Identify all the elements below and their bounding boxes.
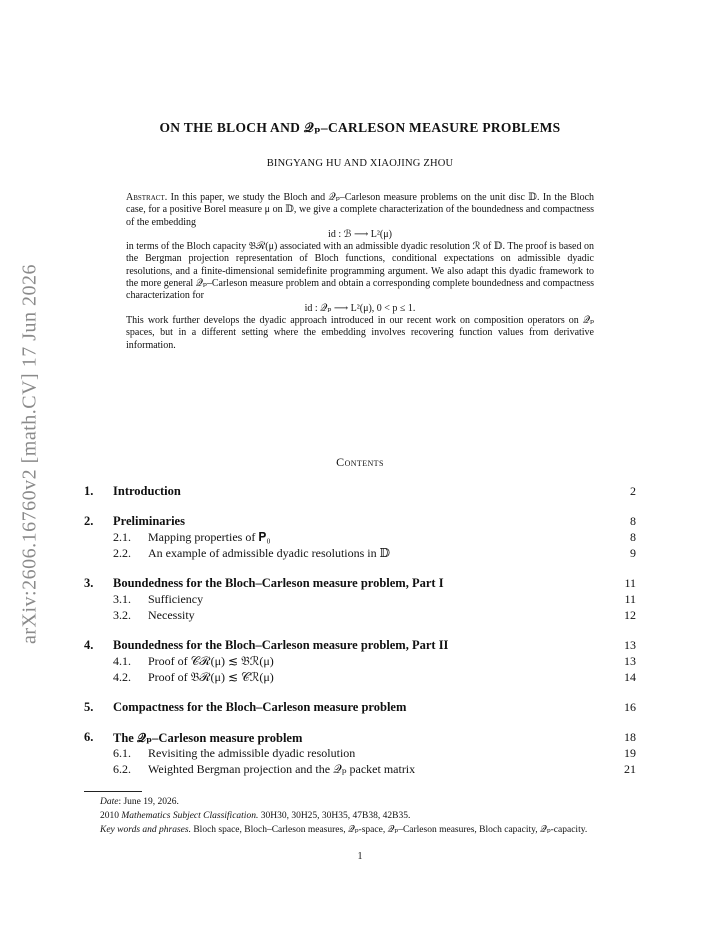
toc-subsection-6-2[interactable] bbox=[84, 762, 636, 778]
toc-section-boundedness-part-2[interactable] bbox=[84, 638, 636, 654]
toc-subsection-title: Sufficiency bbox=[148, 592, 204, 606]
abstract-paragraph-1 bbox=[126, 192, 594, 229]
toc-section-title: Preliminaries bbox=[113, 514, 185, 528]
table-of-contents bbox=[84, 484, 636, 778]
toc-subsection-page: 8 bbox=[630, 530, 636, 544]
footnote-date-value: : June 19, 2026. bbox=[118, 797, 179, 807]
footnote-keywords-value: Bloch space, Bloch–Carleson measures, 𝒬ₚ-space, 𝒬ₚ–Carleson measures, Bloch capacity, 𝒬ₚ-capacity. bbox=[193, 825, 588, 835]
footnote-date-label: Date bbox=[100, 797, 119, 807]
toc-section-number: 2. bbox=[84, 514, 94, 528]
paper-title: ON THE BLOCH AND 𝒬ₚ–CARLESON MEASURE PROBLEMS bbox=[159, 120, 561, 135]
toc-subsection-number: 2.2. bbox=[113, 546, 131, 560]
toc-section-page: 18 bbox=[624, 730, 636, 744]
toc-section-number: 6. bbox=[84, 730, 94, 744]
toc-subsection-6-1[interactable] bbox=[84, 746, 636, 762]
abstract-equation-1: id : ℬ ⟶ L²(μ) bbox=[328, 228, 392, 240]
toc-subsection-4-1[interactable] bbox=[84, 654, 636, 670]
toc-subsection-2-1[interactable] bbox=[84, 530, 636, 546]
footnote-msc-prefix: 2010 bbox=[100, 811, 122, 821]
toc-subsection-number: 4.1. bbox=[113, 654, 131, 668]
toc-section-title: Compactness for the Bloch–Carleson measure problem bbox=[113, 700, 407, 714]
footnote-msc bbox=[84, 809, 636, 823]
toc-section-page: 8 bbox=[630, 514, 636, 528]
toc-section-number: 5. bbox=[84, 700, 94, 714]
toc-section-boundedness-part-1[interactable] bbox=[84, 576, 636, 592]
toc-subsection-page: 12 bbox=[624, 608, 636, 622]
toc-section-number: 3. bbox=[84, 576, 94, 590]
footnote-msc-value: 30H30, 30H25, 30H35, 47B38, 42B35. bbox=[260, 811, 411, 821]
footnotes bbox=[84, 795, 636, 837]
toc-subsection-4-2[interactable] bbox=[84, 670, 636, 686]
toc-section-title: Boundedness for the Bloch–Carleson measure problem, Part I bbox=[113, 576, 444, 590]
toc-subsection-3-2[interactable] bbox=[84, 608, 636, 624]
toc-section-qp-carleson[interactable] bbox=[84, 730, 636, 746]
abstract-equation-2: id : 𝒬ₚ ⟶ L²(μ), 0 < p ≤ 1. bbox=[304, 302, 416, 314]
abstract bbox=[126, 192, 594, 352]
footnote-date bbox=[84, 795, 636, 809]
footnote-keywords-label: Key words and phrases. bbox=[100, 825, 191, 835]
toc-subsection-page: 21 bbox=[624, 762, 636, 776]
toc-section-page: 2 bbox=[630, 484, 636, 498]
abstract-text-2: in terms of the Bloch capacity 𝔅ℛ(μ) associated with an admissible dyadic resolution ℛ of 𝔻. The proof is based on the Bergman projection representation of Bloch functions, conditional expectations on admissible dyadic resolutions, and a finite-dimensional semidefinite programming argument. We also adapt this dyadic framework to the more general 𝒬ₚ–Carleson measure problem and obtain a corresponding complete boundedness and compactness characterization for bbox=[126, 241, 595, 302]
contents-heading: Contents bbox=[336, 455, 384, 469]
toc-subsection-title: An example of admissible dyadic resolutions in 𝔻 bbox=[148, 546, 391, 560]
arxiv-identifier: arXiv:2606.16760v2 [math.CV] 17 Jun 2026 bbox=[18, 264, 41, 644]
abstract-label: Abstract. bbox=[126, 192, 168, 203]
toc-subsection-title: Revisiting the admissible dyadic resolution bbox=[148, 746, 356, 760]
toc-section-page: 13 bbox=[624, 638, 636, 652]
toc-section-number: 4. bbox=[84, 638, 94, 652]
toc-section-introduction[interactable] bbox=[84, 484, 636, 500]
toc-subsection-number: 4.2. bbox=[113, 670, 131, 684]
toc-subsection-page: 14 bbox=[624, 670, 636, 684]
toc-section-title: Boundedness for the Bloch–Carleson measure problem, Part II bbox=[113, 638, 449, 652]
page-number: 1 bbox=[357, 851, 363, 862]
toc-subsection-page: 11 bbox=[624, 592, 636, 606]
footnote-rule bbox=[84, 791, 142, 792]
toc-section-page: 16 bbox=[624, 700, 636, 714]
paper-authors: BINGYANG HU AND XIAOJING ZHOU bbox=[266, 158, 454, 169]
toc-section-title: Introduction bbox=[113, 484, 181, 498]
toc-subsection-number: 3.2. bbox=[113, 608, 131, 622]
toc-subsection-page: 9 bbox=[630, 546, 636, 560]
toc-subsection-number: 3.1. bbox=[113, 592, 131, 606]
toc-subsection-title: Proof of 𝒞ℛ(μ) ≲ 𝔅ℛ(μ) bbox=[148, 654, 274, 668]
toc-section-page: 11 bbox=[624, 576, 636, 590]
toc-section-title: The 𝒬ₚ–Carleson measure problem bbox=[113, 731, 303, 745]
toc-subsection-number: 2.1. bbox=[113, 530, 131, 544]
toc-subsection-number: 6.1. bbox=[113, 746, 131, 760]
toc-subsection-title: Weighted Bergman projection and the 𝒬ₚ packet matrix bbox=[148, 762, 416, 776]
toc-section-number: 1. bbox=[84, 484, 94, 498]
footnote-keywords bbox=[84, 823, 636, 837]
abstract-text-1: In this paper, we study the Bloch and 𝒬ₚ–Carleson measure problems on the unit disc 𝔻. In the Bloch case, for a positive Borel measure μ on 𝔻, we give a complete characterization of the boundedness and compactness of the embedding bbox=[126, 192, 595, 228]
toc-subsection-page: 19 bbox=[624, 746, 636, 760]
arxiv-identifier-sidebar bbox=[4, 248, 56, 660]
toc-subsection-title: Necessity bbox=[148, 608, 195, 622]
toc-section-preliminaries[interactable] bbox=[84, 514, 636, 530]
toc-section-compactness[interactable] bbox=[84, 700, 636, 716]
footnote-msc-label: Mathematics Subject Classification. bbox=[121, 811, 259, 821]
toc-subsection-2-2[interactable] bbox=[84, 546, 636, 562]
abstract-text-3: This work further develops the dyadic approach introduced in our recent work on composition operators on 𝒬ₚ spaces, but in a different setting where the embedding involves recovering function values from derivative information. bbox=[126, 314, 594, 351]
toc-subsection-title: Proof of 𝔅ℛ(μ) ≲ 𝒞ℛ(μ) bbox=[148, 670, 274, 684]
toc-subsection-page: 13 bbox=[624, 654, 636, 668]
toc-subsection-3-1[interactable] bbox=[84, 592, 636, 608]
toc-subsection-number: 6.2. bbox=[113, 762, 131, 776]
toc-subsection-title: Mapping properties of 𝐏₀ bbox=[148, 530, 271, 544]
